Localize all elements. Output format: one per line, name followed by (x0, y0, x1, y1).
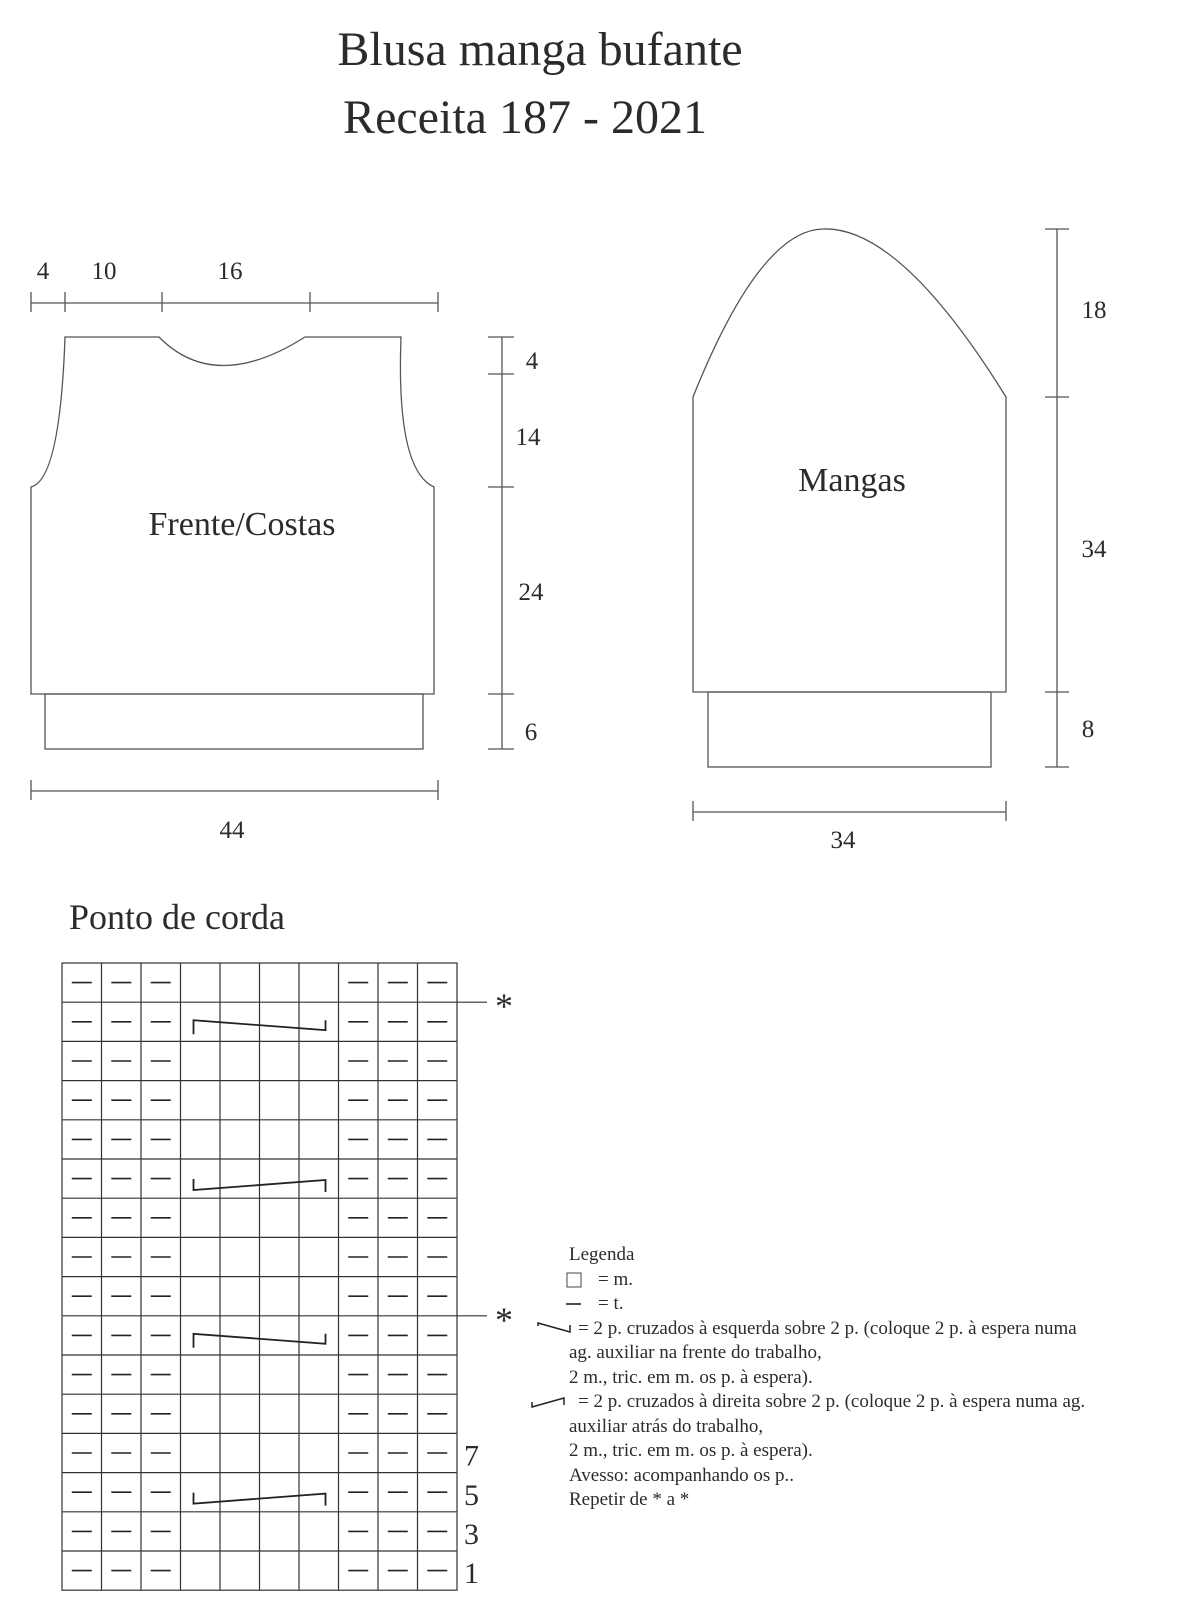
chart-row-number: 3 (464, 1518, 479, 1551)
legend-item-text: ag. auxiliar na frente do trabalho, (569, 1342, 822, 1363)
legend-item (536, 1317, 1186, 1342)
legend-item (536, 1488, 1186, 1513)
sleeve-side-measure-18: 18 (1081, 297, 1107, 324)
sleeve-side-measure-8: 8 (1081, 716, 1095, 743)
chart-row-number: 7 (464, 1439, 479, 1473)
legend-item-text: auxiliar atrás do trabalho, (569, 1415, 764, 1437)
pattern-title: Blusa manga bufante (337, 23, 743, 76)
sleeve-outline (693, 229, 1006, 692)
chart-row-number: 1 (464, 1557, 479, 1591)
sleeve-ribbing (708, 692, 991, 767)
legend-item (536, 1439, 1186, 1464)
front-back-label: Frente/Costas (148, 506, 336, 543)
sleeve-label: Mangas (798, 462, 906, 499)
front-top-measure-16: 16 (217, 258, 243, 285)
front-side-measure-14: 14 (515, 424, 541, 451)
legend-item-text: Avesso: acompanhando os p.. (569, 1464, 794, 1486)
sleeve-side-measure-34: 34 (1081, 536, 1107, 563)
legend-item (536, 1341, 1186, 1366)
legend (536, 1243, 1186, 1513)
chart-row-number: 5 (464, 1478, 479, 1512)
front-bottom-measure: 44 (219, 817, 245, 844)
front-side-measure-24: 24 (518, 579, 544, 606)
sleeve-schematic (693, 229, 1069, 821)
legend-item (536, 1292, 1186, 1317)
legend-item-text: = m. (598, 1268, 633, 1290)
legend-item (536, 1268, 1186, 1293)
legend-item-text: 2 m., tric. em m. os p. à espera). (569, 1440, 813, 1461)
sleeve-bottom-measure: 34 (830, 827, 856, 854)
repeat-marker: * (495, 986, 513, 1027)
legend-item-text: = 2 p. cruzados à esquerda sobre 2 p. (coloque 2 p. à espera numa (578, 1317, 1077, 1339)
stitch-chart (62, 963, 513, 1590)
legend-item (536, 1366, 1186, 1391)
chart-gridlines (62, 963, 457, 1590)
legend-item (536, 1464, 1186, 1489)
legend-item (536, 1390, 1186, 1415)
sleeve-labels (798, 297, 1107, 854)
legend-item-text: = 2 p. cruzados à direita sobre 2 p. (coloque 2 p. à espera numa ag. (578, 1391, 1086, 1412)
front-back-ribbing (45, 694, 423, 749)
legend-items (536, 1268, 1186, 1513)
chart-title: Ponto de corda (69, 897, 285, 937)
repeat-marker: * (495, 1299, 513, 1340)
front-top-measure-10: 10 (91, 258, 117, 285)
legend-item (536, 1415, 1186, 1440)
legend-title: Legenda (569, 1244, 635, 1265)
pattern-subtitle: Receita 187 - 2021 (343, 91, 707, 144)
legend-item-text: Repetir de * a * (569, 1489, 690, 1510)
front-top-measure-4: 4 (36, 258, 50, 285)
legend-item-text: = t. (598, 1293, 624, 1314)
front-side-measure-4: 4 (525, 348, 539, 375)
front-side-measure-6: 6 (524, 719, 538, 746)
front-back-schematic (31, 292, 514, 800)
legend-item-text: 2 m., tric. em m. os p. à espera). (569, 1366, 813, 1388)
